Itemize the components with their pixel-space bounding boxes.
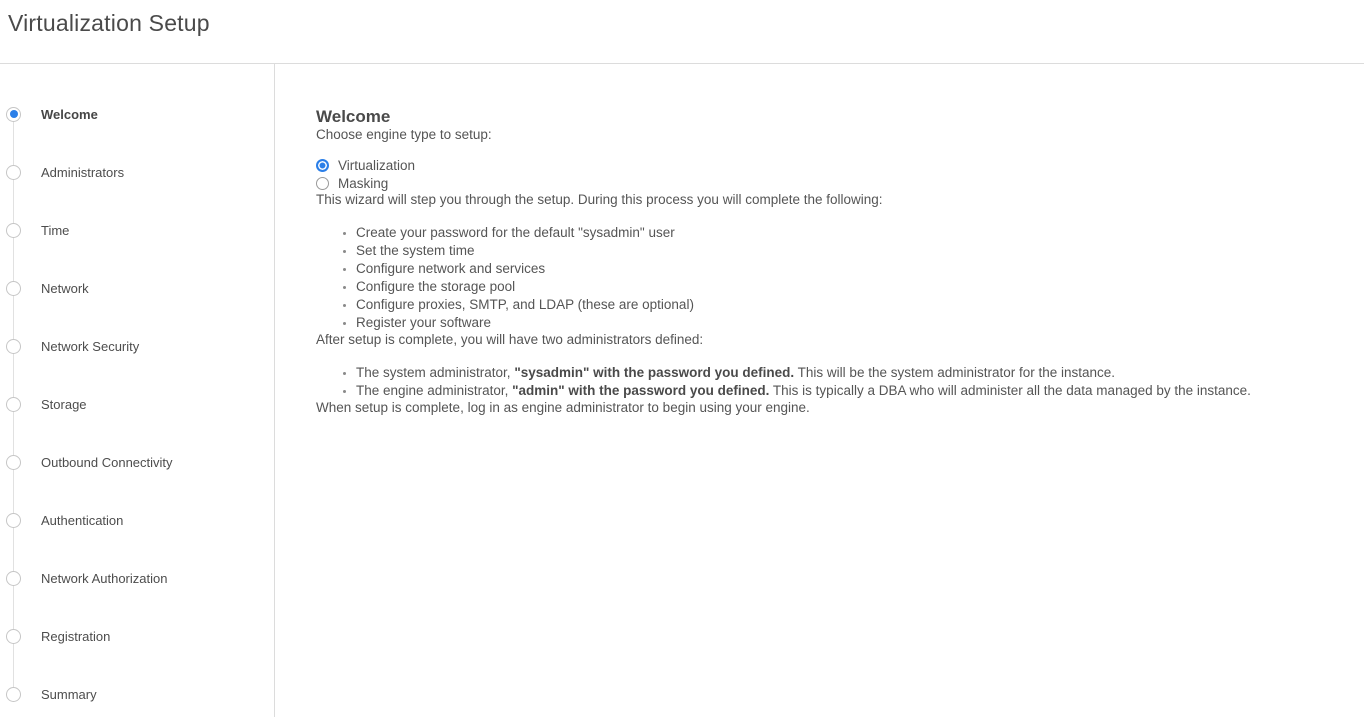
step-label: Network Authorization: [41, 570, 168, 586]
engine-type-radio-group: [316, 156, 1324, 192]
step-radio-icon: [6, 223, 21, 238]
engine-option-virtualization[interactable]: [316, 156, 1324, 174]
step-radio-icon: [6, 513, 21, 528]
sidebar-step-time[interactable]: [0, 201, 274, 259]
admin-item-suffix: This will be the system administrator for the instance.: [794, 365, 1116, 380]
sidebar-step-storage[interactable]: [0, 375, 274, 433]
step-radio-icon: [6, 397, 21, 412]
wizard-task-list: [316, 224, 1324, 332]
sidebar-step-authentication[interactable]: [0, 491, 274, 549]
wizard-task-item: • Create your password for the default "sysadmin" user: [356, 224, 1324, 242]
setup-steps-sidebar: [0, 64, 275, 717]
step-radio-icon: [6, 281, 21, 296]
step-radio-icon: [6, 107, 21, 122]
wizard-task-item: • Configure the storage pool: [356, 278, 1324, 296]
sidebar-step-welcome[interactable]: [0, 85, 274, 143]
step-label: Welcome: [41, 106, 98, 122]
sidebar-step-administrators[interactable]: [0, 143, 274, 201]
admin-item-suffix: This is typically a DBA who will administer all the data managed by the instance.: [769, 383, 1251, 398]
engine-option-masking[interactable]: [316, 174, 1324, 192]
sidebar-step-summary[interactable]: [0, 665, 274, 723]
sidebar-step-network-security[interactable]: [0, 317, 274, 375]
masking-radio-label[interactable]: Masking: [338, 175, 389, 191]
main-layout: [0, 64, 1364, 717]
admin-item-bold: "admin" with the password you defined.: [512, 383, 770, 398]
step-radio-icon: [6, 629, 21, 644]
step-radio-icon: [6, 455, 21, 470]
sidebar-step-network-authorization[interactable]: [0, 549, 274, 607]
setup-complete-text: When setup is complete, log in as engine administrator to begin using your engine.: [316, 400, 810, 415]
step-label: Storage: [41, 396, 87, 412]
sidebar-step-registration[interactable]: [0, 607, 274, 665]
content-heading: Welcome: [316, 107, 391, 126]
wizard-task-item: • Register your software: [356, 314, 1324, 332]
engine-type-prompt: Choose engine type to setup:: [316, 127, 492, 142]
wizard-task-item: • Configure proxies, SMTP, and LDAP (these are optional): [356, 296, 1324, 314]
admin-item-bold: "sysadmin" with the password you defined.: [514, 365, 795, 380]
welcome-panel: [275, 64, 1364, 717]
masking-radio-button[interactable]: [316, 177, 329, 190]
admin-list: [316, 364, 1324, 400]
step-label: Registration: [41, 628, 111, 644]
admins-intro-text: After setup is complete, you will have two administrators defined:: [316, 332, 704, 347]
step-radio-icon: [6, 571, 21, 586]
step-label: Summary: [41, 686, 97, 702]
step-label: Network: [41, 280, 89, 296]
app-header: [0, 0, 1364, 64]
step-radio-icon: [6, 165, 21, 180]
virtualization-radio-button[interactable]: [316, 159, 329, 172]
page-title: Virtualization Setup: [8, 10, 210, 36]
step-label: Network Security: [41, 338, 140, 354]
step-radio-icon: [6, 687, 21, 702]
step-label: Authentication: [41, 512, 124, 528]
sidebar-step-network[interactable]: [0, 259, 274, 317]
virtualization-radio-label[interactable]: Virtualization: [338, 157, 416, 173]
step-label: Time: [41, 222, 70, 238]
admin-item-prefix: The system administrator,: [356, 365, 515, 380]
wizard-task-item: • Set the system time: [356, 242, 1324, 260]
wizard-task-item: • Configure network and services: [356, 260, 1324, 278]
admin-item-prefix: The engine administrator,: [356, 383, 513, 398]
sidebar-step-outbound-connectivity[interactable]: [0, 433, 274, 491]
step-radio-icon: [6, 339, 21, 354]
step-label: Administrators: [41, 164, 125, 180]
step-label: Outbound Connectivity: [41, 454, 173, 470]
wizard-intro-text: This wizard will step you through the setup. During this process you will complete the following:: [316, 192, 883, 207]
admin-item-sysadmin: [356, 364, 1324, 382]
admin-item-admin: [356, 382, 1324, 400]
